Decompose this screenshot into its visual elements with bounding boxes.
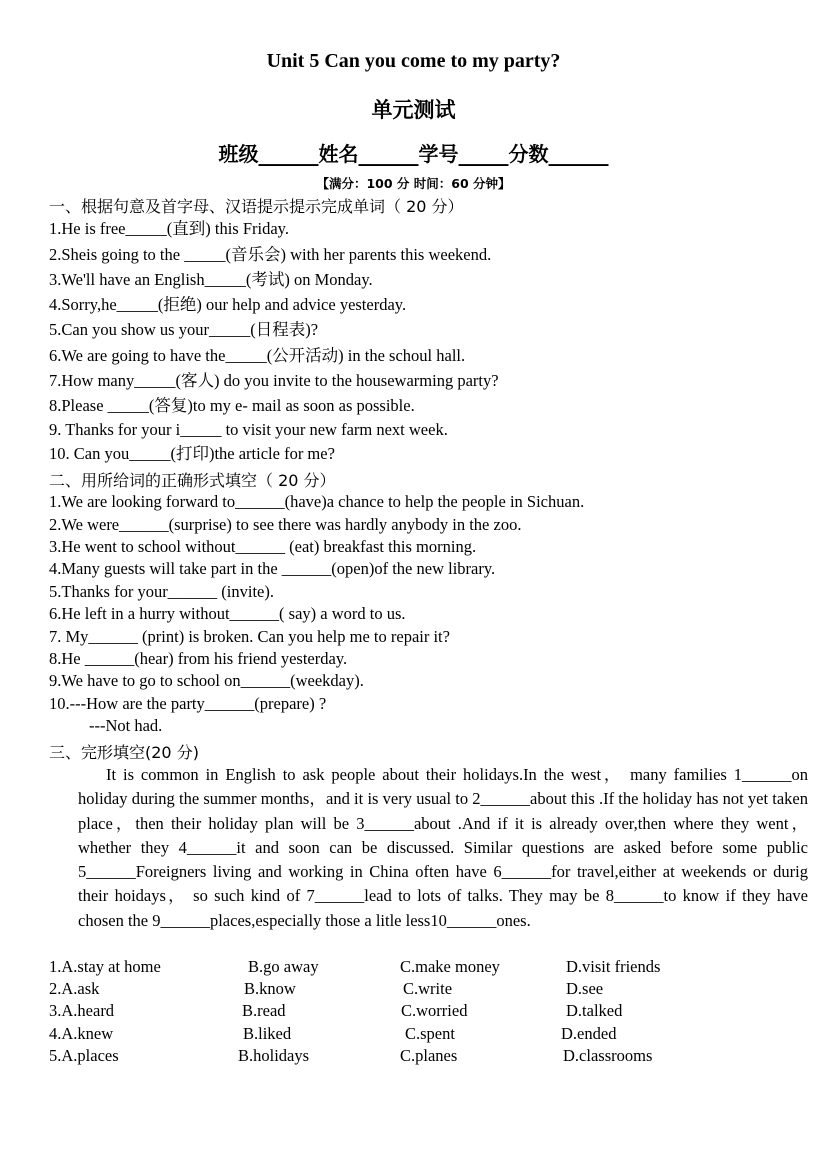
section1-item: 6.We are going to have the_____(公开活动) in the schoul hall.	[49, 346, 466, 365]
option-4c: C.spent	[405, 1024, 455, 1043]
section1-item: 7.How many_____(客人) do you invite to the housewarming party?	[49, 371, 499, 390]
section2-heading: 二、用所给词的正确形式填空（ 20 分）	[49, 471, 336, 490]
section1-item: 8.Please _____(答复)to my e- mail as soon as possible.	[49, 396, 415, 415]
section1-item: 2.Sheis going to the _____(音乐会) with her parents this weekend.	[49, 245, 492, 264]
section1-item: 5.Can you show us your_____(日程表)?	[49, 320, 319, 339]
section2-item: 1.We are looking forward to______(have)a chance to help the people in Sichuan.	[49, 492, 585, 511]
section2-item: 8.He ______(hear) from his friend yesterday.	[49, 649, 348, 668]
option-2a: 2.A.ask	[49, 979, 100, 998]
section2-item: 3.He went to school without______ (eat) breakfast this morning.	[49, 537, 477, 556]
page-title: Unit 5 Can you come to my party?	[266, 50, 561, 72]
section2-item: 9.We have to go to school on______(weekday).	[49, 671, 364, 690]
option-3d: D.talked	[566, 1001, 623, 1020]
option-5c: C.planes	[400, 1046, 458, 1065]
option-4b: B.liked	[243, 1024, 292, 1043]
cloze-passage: It is common in English to ask people about their holidays.In the west， many families 1______on holiday during the summer months，and it is very usual to 2______about this .If the holiday has not yet taken place，then their holiday plan will be 3______about .And if it is already over,then where they went， whether they 4______it and soon can be discussed. Similar questions are asked before some public 5______Foreigners living and working in China often have 6______for travel,either at weekends or durig their hoidays， so such kind of 7______lead to lots of talks. They may be 8______to know if they have chosen the 9______places,especially those a litle less10______ones.	[78, 765, 808, 930]
option-2d: D.see	[566, 979, 604, 998]
section1-item: 9. Thanks for your i_____ to visit your new farm next week.	[49, 420, 448, 439]
option-5d: D.classrooms	[563, 1046, 653, 1065]
section1-heading: 一、根据句意及首字母、汉语提示提示完成单词（ 20 分）	[49, 197, 464, 216]
option-2c: C.write	[403, 979, 453, 998]
option-3a: 3.A.heard	[49, 1001, 115, 1020]
section2-item: 10.---How are the party______(prepare) ?	[49, 694, 327, 713]
option-1a: 1.A.stay at home	[49, 957, 161, 976]
option-1c: C.make money	[400, 957, 500, 976]
student-info-line: 班级______姓名______学号_____分数______	[218, 142, 609, 166]
section2-item: 2.We were______(surprise) to see there was hardly anybody in the zoo.	[49, 515, 522, 534]
option-3c: C.worried	[401, 1001, 468, 1020]
option-2b: B.know	[244, 979, 296, 998]
section2-item: 5.Thanks for your______ (invite).	[49, 582, 274, 601]
option-5b: B.holidays	[238, 1046, 310, 1065]
option-5a: 5.A.places	[49, 1046, 119, 1065]
section2-item: 4.Many guests will take part in the ______(open)of the new library.	[49, 559, 496, 578]
section2-item: ---Not had.	[89, 716, 163, 735]
section2-item: 7. My______ (print) is broken. Can you help me to repair it?	[49, 627, 450, 646]
option-1b: B.go away	[248, 957, 319, 976]
section2-item: 6.He left in a hurry without______( say) a word to us.	[49, 604, 406, 623]
section1-item: 10. Can you_____(打印)the article for me?	[49, 444, 335, 463]
option-4a: 4.A.knew	[49, 1024, 114, 1043]
option-3b: B.read	[242, 1001, 286, 1020]
section1-item: 1.He is free_____(直到) this Friday.	[49, 219, 289, 238]
exam-meta: 【满分：100 分 时间：60 分钟】	[316, 176, 511, 191]
page-subtitle: 单元测试	[371, 98, 456, 122]
option-4d: D.ended	[561, 1024, 617, 1043]
section3-heading: 三、完形填空(20 分)	[49, 743, 199, 762]
option-1d: D.visit friends	[566, 957, 661, 976]
section1-item: 4.Sorry,he_____(拒绝) our help and advice yesterday.	[49, 295, 407, 314]
section1-item: 3.We'll have an English_____(考试) on Monday.	[49, 270, 373, 289]
